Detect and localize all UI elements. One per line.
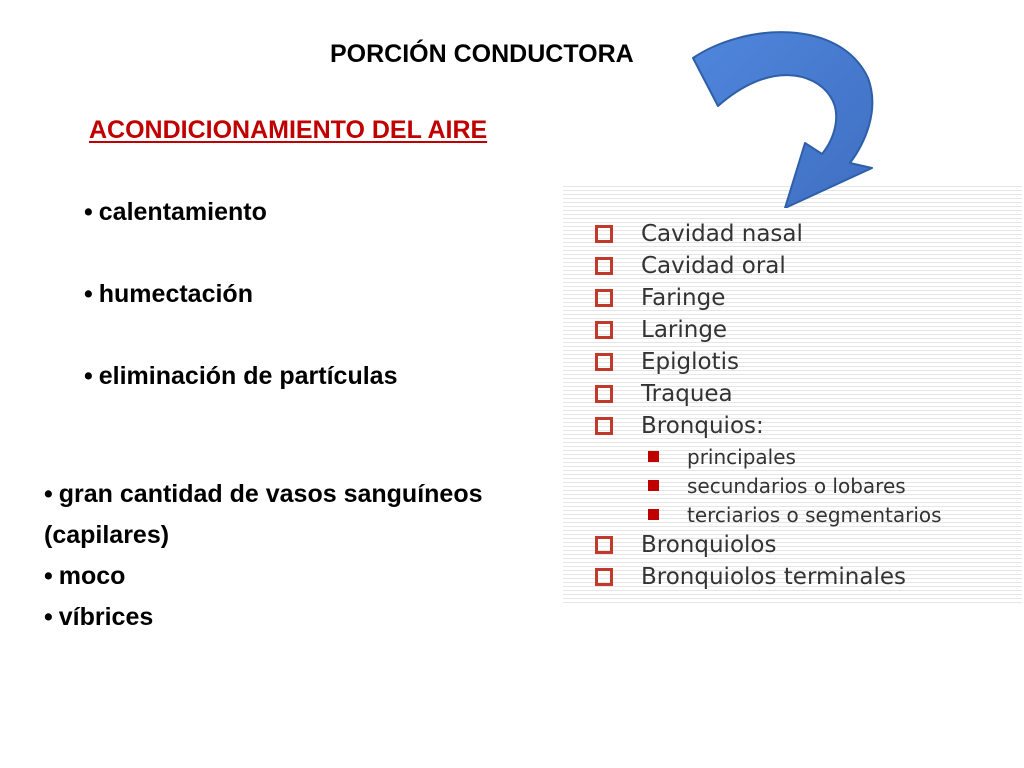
- section-subtitle: ACONDICIONAMIENTO DEL AIRE: [89, 116, 488, 144]
- bullet-icon: •: [84, 362, 93, 390]
- bullet-icon: •: [44, 603, 53, 631]
- square-bullet-icon: [595, 353, 613, 371]
- bullet-icon: •: [44, 480, 53, 508]
- filled-square-bullet-icon: [648, 451, 659, 462]
- list-item: • eliminación de partículas: [84, 362, 398, 390]
- list-item: • gran cantidad de vasos sanguíneos (capilares): [44, 474, 564, 556]
- bullet-icon: •: [84, 280, 93, 308]
- square-bullet-icon: [595, 536, 613, 554]
- bullet-icon: •: [84, 198, 93, 226]
- square-bullet-icon: [595, 417, 613, 435]
- structure-item: Faringe: [595, 282, 942, 314]
- slide-title: PORCIÓN CONDUCTORA: [330, 40, 634, 68]
- structure-item: Cavidad oral: [595, 250, 942, 282]
- features-list: [44, 474, 564, 638]
- list-item: • humectación: [84, 280, 253, 308]
- bronchi-subitem: terciarios o segmentarios: [595, 500, 942, 529]
- list-item: • calentamiento: [84, 198, 267, 226]
- structure-item: Bronquiolos: [595, 529, 942, 561]
- functions-list: [84, 196, 397, 442]
- filled-square-bullet-icon: [648, 480, 659, 491]
- bullet-icon: •: [44, 562, 53, 590]
- bronchi-subitem: secundarios o lobares: [595, 471, 942, 500]
- square-bullet-icon: [595, 385, 613, 403]
- square-bullet-icon: [595, 225, 613, 243]
- structure-item: Traquea: [595, 378, 942, 410]
- structures-list: [595, 218, 942, 593]
- list-item: • víbrices: [44, 597, 564, 638]
- bronchi-subitem: principales: [595, 442, 942, 471]
- square-bullet-icon: [595, 321, 613, 339]
- curved-arrow-icon: [690, 18, 880, 208]
- filled-square-bullet-icon: [648, 509, 659, 520]
- structure-item: Bronquiolos terminales: [595, 561, 942, 593]
- structure-item: Bronquios:: [595, 410, 942, 442]
- structure-item: Epiglotis: [595, 346, 942, 378]
- square-bullet-icon: [595, 568, 613, 586]
- structure-item: Laringe: [595, 314, 942, 346]
- list-item: • moco: [44, 556, 564, 597]
- square-bullet-icon: [595, 257, 613, 275]
- structure-item: Cavidad nasal: [595, 218, 942, 250]
- square-bullet-icon: [595, 289, 613, 307]
